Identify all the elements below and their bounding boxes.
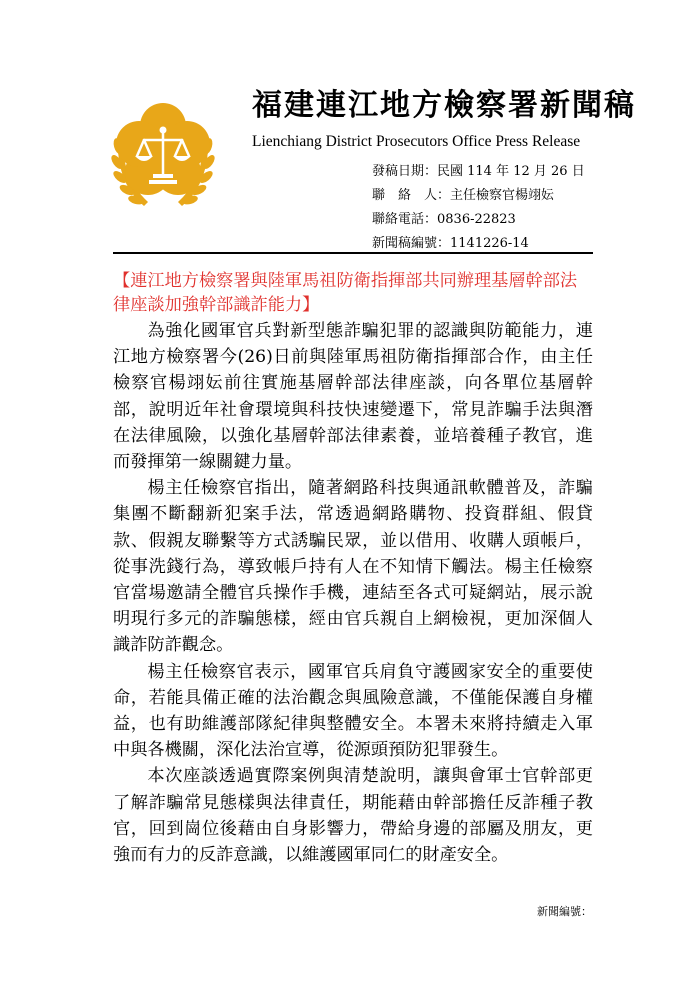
release-date: 發稿日期：民國 114 年 12 月 26 日 (372, 164, 585, 179)
header-divider (113, 252, 593, 254)
footer-news-number: 新聞編號： (537, 905, 592, 918)
prosecutors-emblem-icon (104, 74, 222, 224)
article-paragraph: 為強化國軍官兵對新型態詐騙犯罪的認識與防範能力，連江地方檢察署今(26)日前與陸軍馬祖防衛指揮部合作，由主任檢察官楊翊妘前往實施基層幹部法律座談，向各單位基層幹部，說明近年社會環境與科技快速變遷下，常見詐騙手法與潛在法律風險，以強化基層幹部法律素養，並培養種子教官，進而發揮第一線關鍵力量。 (113, 321, 593, 473)
page-subtitle: Lienchiang District Prosecutors Office Press Release (252, 133, 581, 150)
article-paragraph: 楊主任檢察官指出，隨著網路科技與通訊軟體普及，詐騙集團不斷翻新犯案手法，常透過網路購物、投資群組、假貸款、假親友聯繫等方式誘騙民眾，並以借用、收購人頭帳戶，從事洗錢行為，導致帳戶持有人在不知情下觸法。楊主任檢察官當場邀請全體官兵操作手機，連結至各式可疑網站，展示說明現行多元的詐騙態樣，經由官兵親自上網檢視，更加深個人識詐防詐觀念。 (113, 478, 593, 656)
contact-person: 聯 絡 人：主任檢察官楊翊妘 (372, 188, 555, 203)
article-headline: 【連江地方檢察署與陸軍馬祖防衛指揮部共同辦理基層幹部法律座談加強幹部識詐能力】 (113, 271, 578, 315)
release-number: 新聞稿編號：1141226-14 (372, 236, 529, 251)
article-paragraph: 本次座談透過實際案例與清楚說明，讓與會軍士官幹部更了解詐騙常見態樣與法律責任，期能藉由幹部擔任反詐種子教官，回到崗位後藉由自身影響力，帶給身邊的部屬及朋友，更強而有力的反詐意識，以維護國軍同仁的財產安全。 (113, 766, 593, 866)
release-meta (372, 160, 585, 256)
article-paragraph: 楊主任檢察官表示，國軍官兵肩負守護國家安全的重要使命，若能具備正確的法治觀念與風險意識，不僅能保護自身權益，也有助維護部隊紀律與整體安全。本署未來將持續走入軍中與各機關，深化法治宣導，從源頭預防犯罪發生。 (113, 661, 593, 761)
page-title: 福建連江地方檢察署新聞稿 (252, 88, 636, 123)
article-body (113, 318, 593, 868)
contact-phone: 聯絡電話：0836-22823 (372, 212, 516, 227)
